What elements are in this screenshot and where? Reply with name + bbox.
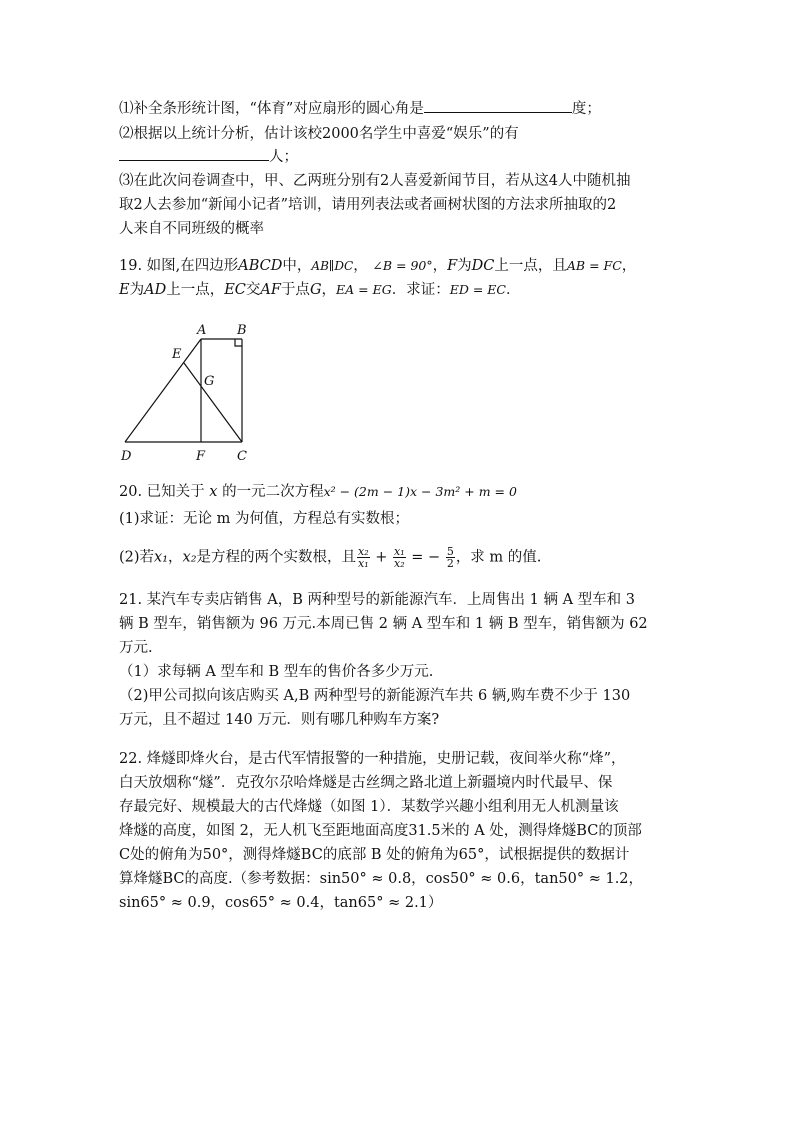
q19-line2 bbox=[119, 280, 520, 300]
text: (2)若 bbox=[119, 549, 155, 566]
text: ， bbox=[621, 258, 637, 274]
text: 的一元二次方程 bbox=[217, 484, 324, 500]
fraction-x1-over-x2 bbox=[393, 546, 406, 569]
text: ，求 m 的值. bbox=[455, 549, 542, 566]
answer-blank[interactable] bbox=[119, 146, 269, 161]
math-af: AF bbox=[260, 282, 281, 298]
text: 烽燧的高度，如图 2，无人机飞至距地面高度31.5米的 A 处，测得烽燧BC的顶部 bbox=[119, 823, 642, 839]
text: 是方程的两个实数根，且 bbox=[196, 549, 357, 566]
fraction-x2-over-x1 bbox=[357, 546, 370, 569]
frac-den: x₁ bbox=[358, 557, 369, 570]
label-g: G bbox=[204, 374, 215, 389]
text: 20. 已知关于 bbox=[119, 484, 210, 500]
plus-sign: + bbox=[370, 549, 393, 566]
text-line: ⑶在此次问卷调查中，甲、乙两班分别有2人喜爱新闻节目，若从这4人中随机抽 bbox=[119, 173, 631, 189]
text: 为 bbox=[457, 258, 472, 274]
text: 万元. bbox=[119, 640, 153, 656]
q18-part1-text: ⑴补全条形统计图，“体育”对应扇形的圆心角是 bbox=[119, 101, 424, 117]
frac-den: 2 bbox=[446, 557, 454, 570]
q18-part2 bbox=[119, 124, 519, 144]
q20-line1 bbox=[119, 482, 517, 502]
text-line: 人来自不同班级的概率 bbox=[119, 221, 264, 237]
q22-line2 bbox=[119, 773, 612, 793]
math-abcd: ABCD bbox=[238, 258, 283, 274]
label-a: A bbox=[197, 323, 207, 338]
text: 白天放烟称“燧”．克孜尔尕哈烽燧是古丝绸之路北道上新疆境内时代最早、保 bbox=[119, 775, 613, 791]
math-ea-eq-eg: EA = EG bbox=[336, 282, 392, 297]
label-b: B bbox=[237, 323, 247, 338]
math-angle-b: ∠B = 90° bbox=[372, 258, 433, 273]
math-e: E bbox=[119, 282, 130, 298]
text: 交 bbox=[245, 282, 261, 298]
math-ab-parallel-dc: AB∥DC bbox=[311, 259, 354, 273]
text: ． bbox=[505, 282, 521, 298]
q22-line7 bbox=[119, 893, 442, 913]
label-f: F bbox=[196, 449, 206, 464]
figure-lines bbox=[125, 339, 242, 442]
text: （1）求每辆 A 型车和 B 型车的售价各多少万元. bbox=[119, 664, 434, 680]
text: ， bbox=[432, 258, 448, 274]
text: 21. 某汽车专卖店销售 A，B 两种型号的新能源汽车．上周售出 1 辆 A 型车和 3 bbox=[119, 592, 635, 608]
math-ab-eq-fc: AB = FC bbox=[566, 258, 622, 273]
q20-line2 bbox=[119, 509, 409, 529]
text: 为 bbox=[129, 282, 145, 298]
answer-blank[interactable] bbox=[424, 98, 572, 113]
q18-part3-line2 bbox=[119, 195, 616, 215]
q18-part3-line3 bbox=[119, 219, 264, 239]
math-ec: EC bbox=[224, 282, 246, 298]
q21-line2 bbox=[119, 614, 648, 634]
text: 万元，且不超过 140 万元．则有哪几种购车方案? bbox=[119, 712, 440, 728]
segment-da bbox=[125, 339, 201, 442]
text: 于点 bbox=[280, 282, 310, 298]
label-e: E bbox=[172, 347, 182, 362]
math-x1: x₁ bbox=[154, 549, 169, 566]
text: 上一点，且 bbox=[494, 258, 567, 274]
q19-line1 bbox=[119, 256, 636, 276]
q22-line6 bbox=[119, 869, 643, 889]
geometry-figure bbox=[110, 318, 260, 468]
equals-minus: = − bbox=[406, 549, 445, 566]
right-angle-mark bbox=[235, 339, 242, 346]
math-dc: DC bbox=[471, 258, 495, 274]
text: （2)甲公司拟向该店购买 A,B 两种型号的新能源汽车共 6 辆,购车费不少于 130 bbox=[119, 688, 631, 704]
text: 中， bbox=[282, 258, 312, 274]
q18-part2-text: ⑵根据以上统计分析，估计该校2000名学生中喜爱“娱乐”的有 bbox=[119, 126, 519, 142]
q18-part1 bbox=[119, 98, 601, 119]
label-d: D bbox=[121, 449, 132, 464]
q18-part2-unit: 人； bbox=[269, 149, 298, 165]
q21-line3 bbox=[119, 638, 153, 658]
q22-line1 bbox=[119, 749, 626, 769]
frac-num: x₂ bbox=[358, 545, 369, 558]
text: 上一点， bbox=[166, 282, 225, 298]
text: 存最完好、规模最大的古代烽燧（如图 1）．某数学兴趣小组利用无人机测量该 bbox=[119, 799, 619, 815]
text: 辆 B 型车，销售额为 96 万元.本周已售 2 辆 A 型车和 1 辆 B 型车，销售额为 62 bbox=[119, 616, 648, 632]
math-x2: x₂ bbox=[182, 549, 197, 566]
q20-line3 bbox=[119, 546, 541, 569]
text: ．求证： bbox=[391, 282, 450, 298]
q22-line4 bbox=[119, 821, 642, 841]
q21-line6 bbox=[119, 710, 439, 730]
math-ad: AD bbox=[144, 282, 167, 298]
math-equation: x² − (2m − 1)x − 3m² + m = 0 bbox=[323, 484, 517, 499]
frac-num: 5 bbox=[446, 545, 454, 558]
math-g: G bbox=[309, 282, 322, 298]
q21-line1 bbox=[119, 590, 635, 610]
frac-den: x₂ bbox=[394, 557, 405, 570]
q22-line3 bbox=[119, 797, 619, 817]
text-line: 取2人去参加“新闻小记者”培训，请用列表法或者画树状图的方法求所抽取的2 bbox=[119, 197, 617, 213]
frac-num: x₁ bbox=[394, 545, 405, 558]
q21-line4 bbox=[119, 662, 433, 682]
text: ， bbox=[321, 282, 337, 298]
text: (1)求证：无论 m 为何值，方程总有实数根； bbox=[119, 511, 410, 527]
text: ， bbox=[168, 549, 183, 566]
q21-line5 bbox=[119, 686, 630, 706]
label-c: C bbox=[237, 449, 247, 464]
text: 22. 烽燧即烽火台，是古代军情报警的一种措施，史册记载，夜间举火称“烽”， bbox=[119, 751, 626, 767]
text: sin65° ≈ 0.9，cos65° ≈ 0.4，tan65° ≈ 2.1） bbox=[119, 895, 443, 911]
math-x: x bbox=[209, 484, 218, 500]
text: 算烽燧BC的高度.（参考数据：sin50° ≈ 0.8，cos50° ≈ 0.6，tan50° ≈ 1.2， bbox=[119, 871, 644, 887]
math-f: F bbox=[447, 258, 458, 274]
q18-part1-unit: 度； bbox=[571, 101, 601, 117]
text: ， bbox=[353, 258, 368, 274]
text: 19. 如图,在四边形 bbox=[119, 258, 239, 274]
math-ed-eq-ec: ED = EC bbox=[449, 282, 506, 297]
text: C处的俯角为50°，测得烽燧BC的底部 B 处的俯角为65°，试根据提供的数据计 bbox=[119, 847, 630, 863]
q22-line5 bbox=[119, 845, 629, 865]
q18-part3-line1 bbox=[119, 171, 630, 191]
fraction-5-over-2 bbox=[446, 546, 455, 569]
q18-part2-answer bbox=[119, 146, 298, 167]
